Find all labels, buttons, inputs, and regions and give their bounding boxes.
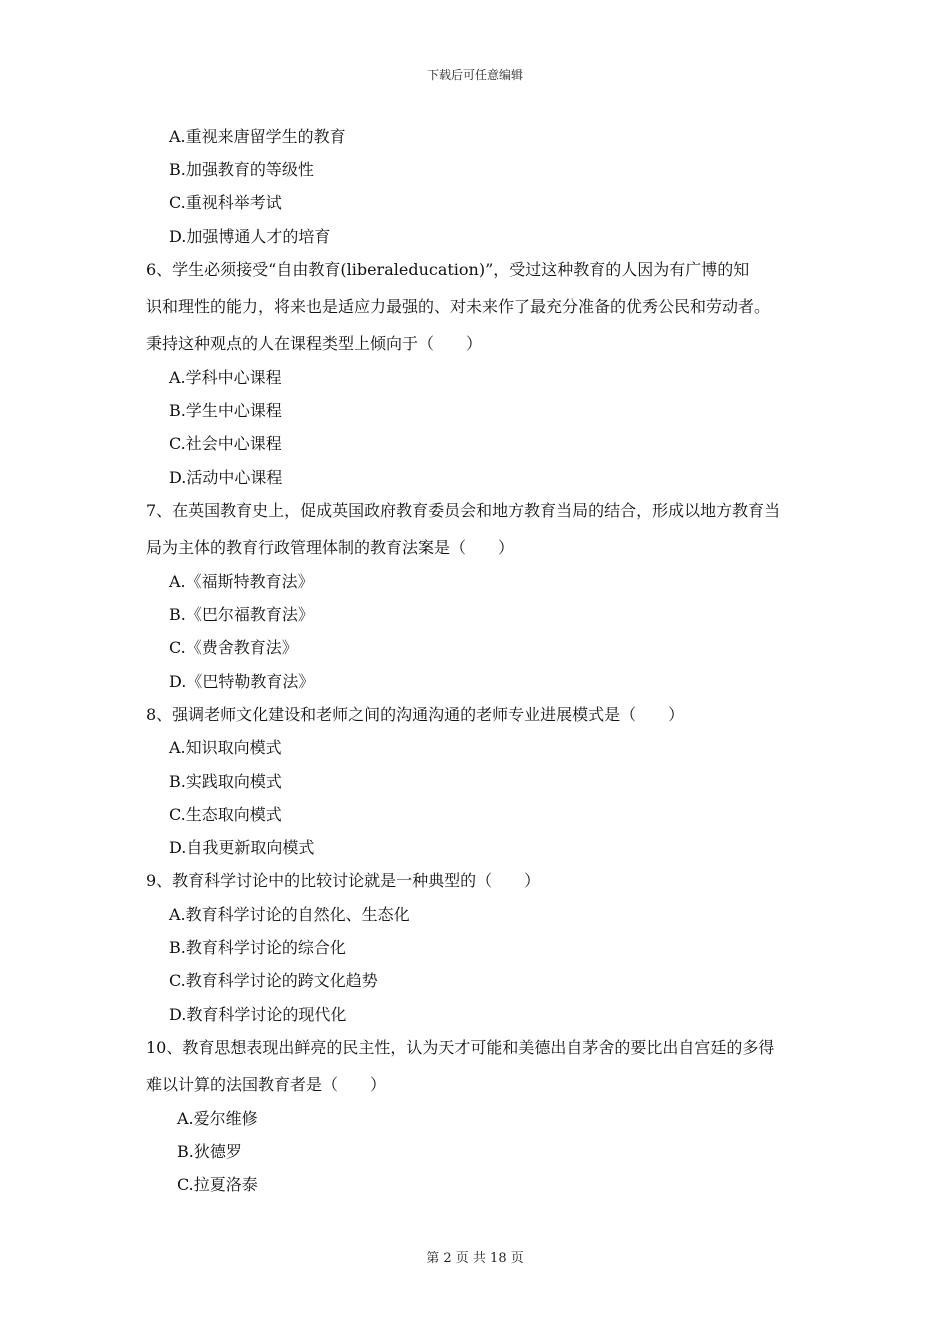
answer-option: D.活动中心课程	[169, 468, 283, 487]
answer-option: C.重视科举考试	[169, 193, 282, 212]
answer-option: C.生态取向模式	[169, 805, 282, 824]
page-footer: 第 2 页 共 18 页	[426, 1251, 524, 1266]
answer-option: A.《福斯特教育法》	[169, 572, 314, 591]
answer-option: C.社会中心课程	[169, 434, 282, 453]
answer-option: D.自我更新取向模式	[169, 838, 315, 857]
question-text-line: 6、学生必须接受“自由教育(liberaleducation)”，受过这种教育的人因为有广博的知	[146, 260, 750, 279]
question-text-line: 9、教育科学讨论中的比较讨论就是一种典型的（ ）	[146, 871, 541, 890]
question-text-line: 10、教育思想表现出鲜亮的民主性，认为天才可能和美德出自茅舍的要比出自宫廷的多得	[146, 1038, 775, 1057]
question-text-line: 识和理性的能力，将来也是适应力最强的、对未来作了最充分准备的优秀公民和劳动者。	[146, 297, 771, 316]
answer-option: B.狄德罗	[177, 1142, 242, 1161]
answer-option: C.《费舍教育法》	[169, 638, 298, 657]
question-text-line: 7、在英国教育史上，促成英国政府教育委员会和地方教育当局的结合，形成以地方教育当	[146, 501, 781, 520]
answer-option: A.爱尔维修	[177, 1109, 258, 1128]
answer-option: A.教育科学讨论的自然化、生态化	[169, 905, 410, 924]
answer-option: B.加强教育的等级性	[169, 160, 314, 179]
answer-option: B.教育科学讨论的综合化	[169, 938, 346, 957]
answer-option: D.教育科学讨论的现代化	[169, 1005, 347, 1024]
question-text-line: 8、强调老师文化建设和老师之间的沟通沟通的老师专业进展模式是（ ）	[146, 705, 685, 724]
answer-option: D.加强博通人才的培育	[169, 227, 331, 246]
answer-option: D.《巴特勒教育法》	[169, 672, 315, 691]
question-text-line: 秉持这种观点的人在课程类型上倾向于（ ）	[146, 334, 483, 353]
question-text-line: 难以计算的法国教育者是（ ）	[146, 1075, 387, 1094]
answer-option: A.学科中心课程	[169, 368, 282, 387]
answer-option: C.教育科学讨论的跨文化趋势	[169, 971, 378, 990]
answer-option: A.知识取向模式	[169, 738, 282, 757]
question-text-line: 局为主体的教育行政管理体制的教育法案是（ ）	[146, 538, 515, 557]
answer-option: B.学生中心课程	[169, 401, 282, 420]
page-header: 下载后可任意编辑	[426, 68, 523, 82]
answer-option: A.重视来唐留学生的教育	[169, 127, 346, 146]
answer-option: B.《巴尔福教育法》	[169, 605, 314, 624]
answer-option: C.拉夏洛泰	[177, 1175, 258, 1194]
answer-option: B.实践取向模式	[169, 772, 282, 791]
